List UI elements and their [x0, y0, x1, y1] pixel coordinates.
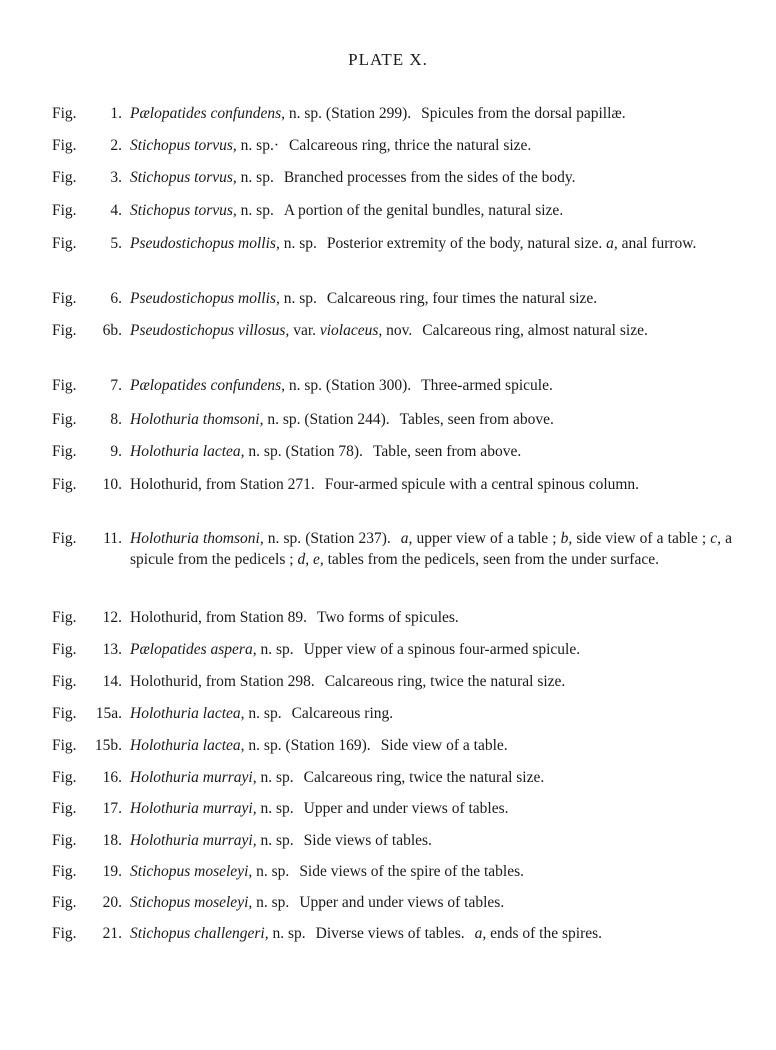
fig-label: Fig.	[52, 863, 77, 880]
species-name: Stichopus torvus,	[130, 202, 237, 219]
fig-number: 19.	[102, 863, 122, 880]
fig-caption: Holothuria thomsoni, n. sp. (Station 244). Tables, seen from above.	[130, 411, 554, 428]
species-name: Holothuria murrayi,	[130, 800, 257, 817]
species-name: Pælopatides confundens,	[130, 105, 285, 122]
fig-number: 16.	[102, 769, 122, 786]
figure-entry-10	[52, 474, 732, 495]
species-name: Holothuria thomsoni,	[130, 530, 264, 547]
fig-number: 14.	[102, 673, 122, 690]
plate-title: PLATE X.	[348, 50, 428, 69]
figure-entry-18	[52, 830, 732, 851]
fig-label: Fig.	[52, 476, 77, 493]
fig-number: 3.	[110, 169, 122, 186]
fig-caption: Pælopatides aspera, n. sp. Upper view of a spinous four-armed spicule.	[130, 641, 581, 658]
species-name: Stichopus moseleyi,	[130, 863, 253, 880]
fig-caption: Holothurid, from Station 271. Four-armed spicule with a central spinous column.	[130, 476, 640, 493]
fig-label: Fig.	[52, 832, 77, 849]
fig-caption: Holothuria lactea, n. sp. (Station 78). Table, seen from above.	[130, 443, 522, 460]
fig-label: Fig.	[52, 137, 77, 154]
fig-number: 13.	[102, 641, 122, 658]
species-name: Holothuria lactea,	[130, 737, 245, 754]
fig-label: Fig.	[52, 411, 77, 428]
species-name: Pseudostichopus mollis,	[130, 290, 280, 307]
fig-label: Fig.	[52, 769, 77, 786]
fig-caption: Stichopus torvus, n. sp. A portion of the genital bundles, natural size.	[130, 202, 564, 219]
figure-entry-6	[52, 288, 732, 309]
species-name: Pseudostichopus villosus,	[130, 322, 290, 339]
fig-caption: Holothuria murrayi, n. sp. Side views of tables.	[130, 832, 432, 849]
fig-number: 20.	[102, 894, 122, 911]
fig-caption: Pælopatides confundens, n. sp. (Station 300). Three-armed spicule.	[130, 377, 553, 394]
fig-number: 4.	[110, 202, 122, 219]
figure-entry-16	[52, 767, 732, 788]
fig-label: Fig.	[52, 800, 77, 817]
specimen-name: Holothurid, from Station 271.	[130, 476, 315, 493]
figure-entry-2	[52, 135, 732, 156]
species-name: Holothuria murrayi,	[130, 769, 257, 786]
figure-entry-12	[52, 607, 732, 628]
fig-caption: Stichopus moseleyi, n. sp. Upper and under views of tables.	[130, 894, 505, 911]
figure-entry-5	[52, 233, 732, 254]
fig-label: Fig.	[52, 737, 77, 754]
figure-entry-20	[52, 892, 732, 913]
fig-number: 12.	[102, 609, 122, 626]
fig-number: 21.	[102, 925, 122, 942]
species-name: Stichopus torvus,	[130, 169, 237, 186]
fig-caption: Holothuria lactea, n. sp. (Station 169). Side view of a table.	[130, 737, 508, 754]
species-name: Holothuria lactea,	[130, 705, 245, 722]
fig-number: 8.	[110, 411, 122, 428]
fig-caption: Holothuria murrayi, n. sp. Calcareous ring, twice the natural size.	[130, 769, 545, 786]
fig-number: 18.	[102, 832, 122, 849]
figure-entry-14	[52, 671, 732, 692]
species-name: Holothuria murrayi,	[130, 832, 257, 849]
species-name: Pælopatides aspera,	[130, 641, 257, 658]
fig-caption: Pseudostichopus mollis, n. sp. Calcareous ring, four times the natural size.	[130, 290, 598, 307]
fig-label: Fig.	[52, 673, 77, 690]
fig-label: Fig.	[52, 530, 77, 547]
figure-entry-15b	[52, 735, 732, 756]
fig-number: 5.	[110, 235, 122, 252]
fig-label: Fig.	[52, 641, 77, 658]
figure-entry-6b	[52, 320, 732, 341]
fig-caption: Stichopus torvus, n. sp.· Calcareous ring, thrice the natural size.	[130, 137, 532, 154]
fig-number: 15b.	[94, 737, 122, 754]
fig-caption: Stichopus moseleyi, n. sp. Side views of the spire of the tables.	[130, 863, 525, 880]
fig-number: 11.	[103, 530, 122, 547]
fig-caption: Pælopatides confundens, n. sp. (Station 299). Spicules from the dorsal papillæ.	[130, 105, 626, 122]
fig-number: 6b.	[102, 322, 122, 339]
fig-caption: Holothuria murrayi, n. sp. Upper and under views of tables.	[130, 800, 509, 817]
fig-number: 1.	[110, 105, 122, 122]
fig-number: 7.	[110, 377, 122, 394]
fig-caption: Pseudostichopus mollis, n. sp. Posterior extremity of the body, natural size. a, anal furrow.	[130, 235, 697, 252]
species-name: Stichopus challengeri,	[130, 925, 269, 942]
fig-label: Fig.	[52, 925, 77, 942]
fig-label: Fig.	[52, 894, 77, 911]
fig-caption: Holothurid, from Station 89. Two forms of spicules.	[130, 609, 459, 626]
figure-entry-4	[52, 200, 732, 221]
species-name: Holothuria lactea,	[130, 443, 245, 460]
fig-label: Fig.	[52, 322, 77, 339]
fig-label: Fig.	[52, 609, 77, 626]
specimen-name: Holothurid, from Station 89.	[130, 609, 307, 626]
species-name: Stichopus moseleyi,	[130, 894, 253, 911]
fig-number: 15a.	[95, 705, 122, 722]
variety-name: violaceus,	[319, 322, 383, 339]
species-name: Pseudostichopus mollis,	[130, 235, 280, 252]
fig-label: Fig.	[52, 443, 77, 460]
figure-entry-13	[52, 639, 732, 660]
fig-number: 9.	[110, 443, 122, 460]
fig-caption: Holothuria lactea, n. sp. Calcareous ring.	[130, 705, 394, 722]
fig-label: Fig.	[52, 377, 77, 394]
figure-entry-19	[52, 861, 732, 882]
fig-number: 6.	[110, 290, 122, 307]
fig-caption: Holothuria thomsoni, n. sp. (Station 237). a, upper view of a table ; b, side view of a table ; c, a spicule from the pedicels ; d, e, tables from the pedicels, seen from the under surface.	[130, 530, 733, 568]
fig-label: Fig.	[52, 290, 77, 307]
specimen-name: Holothurid, from Station 298.	[130, 673, 315, 690]
fig-caption: Holothurid, from Station 298. Calcareous ring, twice the natural size.	[130, 673, 566, 690]
fig-label: Fig.	[52, 202, 77, 219]
fig-label: Fig.	[52, 169, 77, 186]
figure-entry-9	[52, 441, 732, 462]
fig-caption: Stichopus challengeri, n. sp. Diverse views of tables. a, ends of the spires.	[130, 925, 603, 942]
fig-label: Fig.	[52, 235, 77, 252]
figure-entry-21	[52, 923, 732, 944]
figure-entry-3	[52, 167, 732, 188]
figure-entry-8	[52, 409, 732, 430]
figure-entry-7	[52, 375, 732, 396]
figure-entry-1	[52, 103, 732, 124]
figure-entry-17	[52, 798, 732, 819]
species-name: Holothuria thomsoni,	[130, 411, 264, 428]
fig-number: 2.	[110, 137, 122, 154]
fig-label: Fig.	[52, 105, 77, 122]
fig-label: Fig.	[52, 705, 77, 722]
fig-caption: Stichopus torvus, n. sp. Branched processes from the sides of the body.	[130, 169, 576, 186]
species-name: Pælopatides confundens,	[130, 377, 285, 394]
species-name: Stichopus torvus,	[130, 137, 237, 154]
fig-number: 17.	[102, 800, 122, 817]
fig-caption: Pseudostichopus villosus, var. violaceus, nov. Calcareous ring, almost natural size.	[130, 322, 648, 339]
figure-entry-11	[52, 528, 732, 570]
fig-number: 10.	[102, 476, 122, 493]
figure-entry-15a	[52, 703, 732, 724]
